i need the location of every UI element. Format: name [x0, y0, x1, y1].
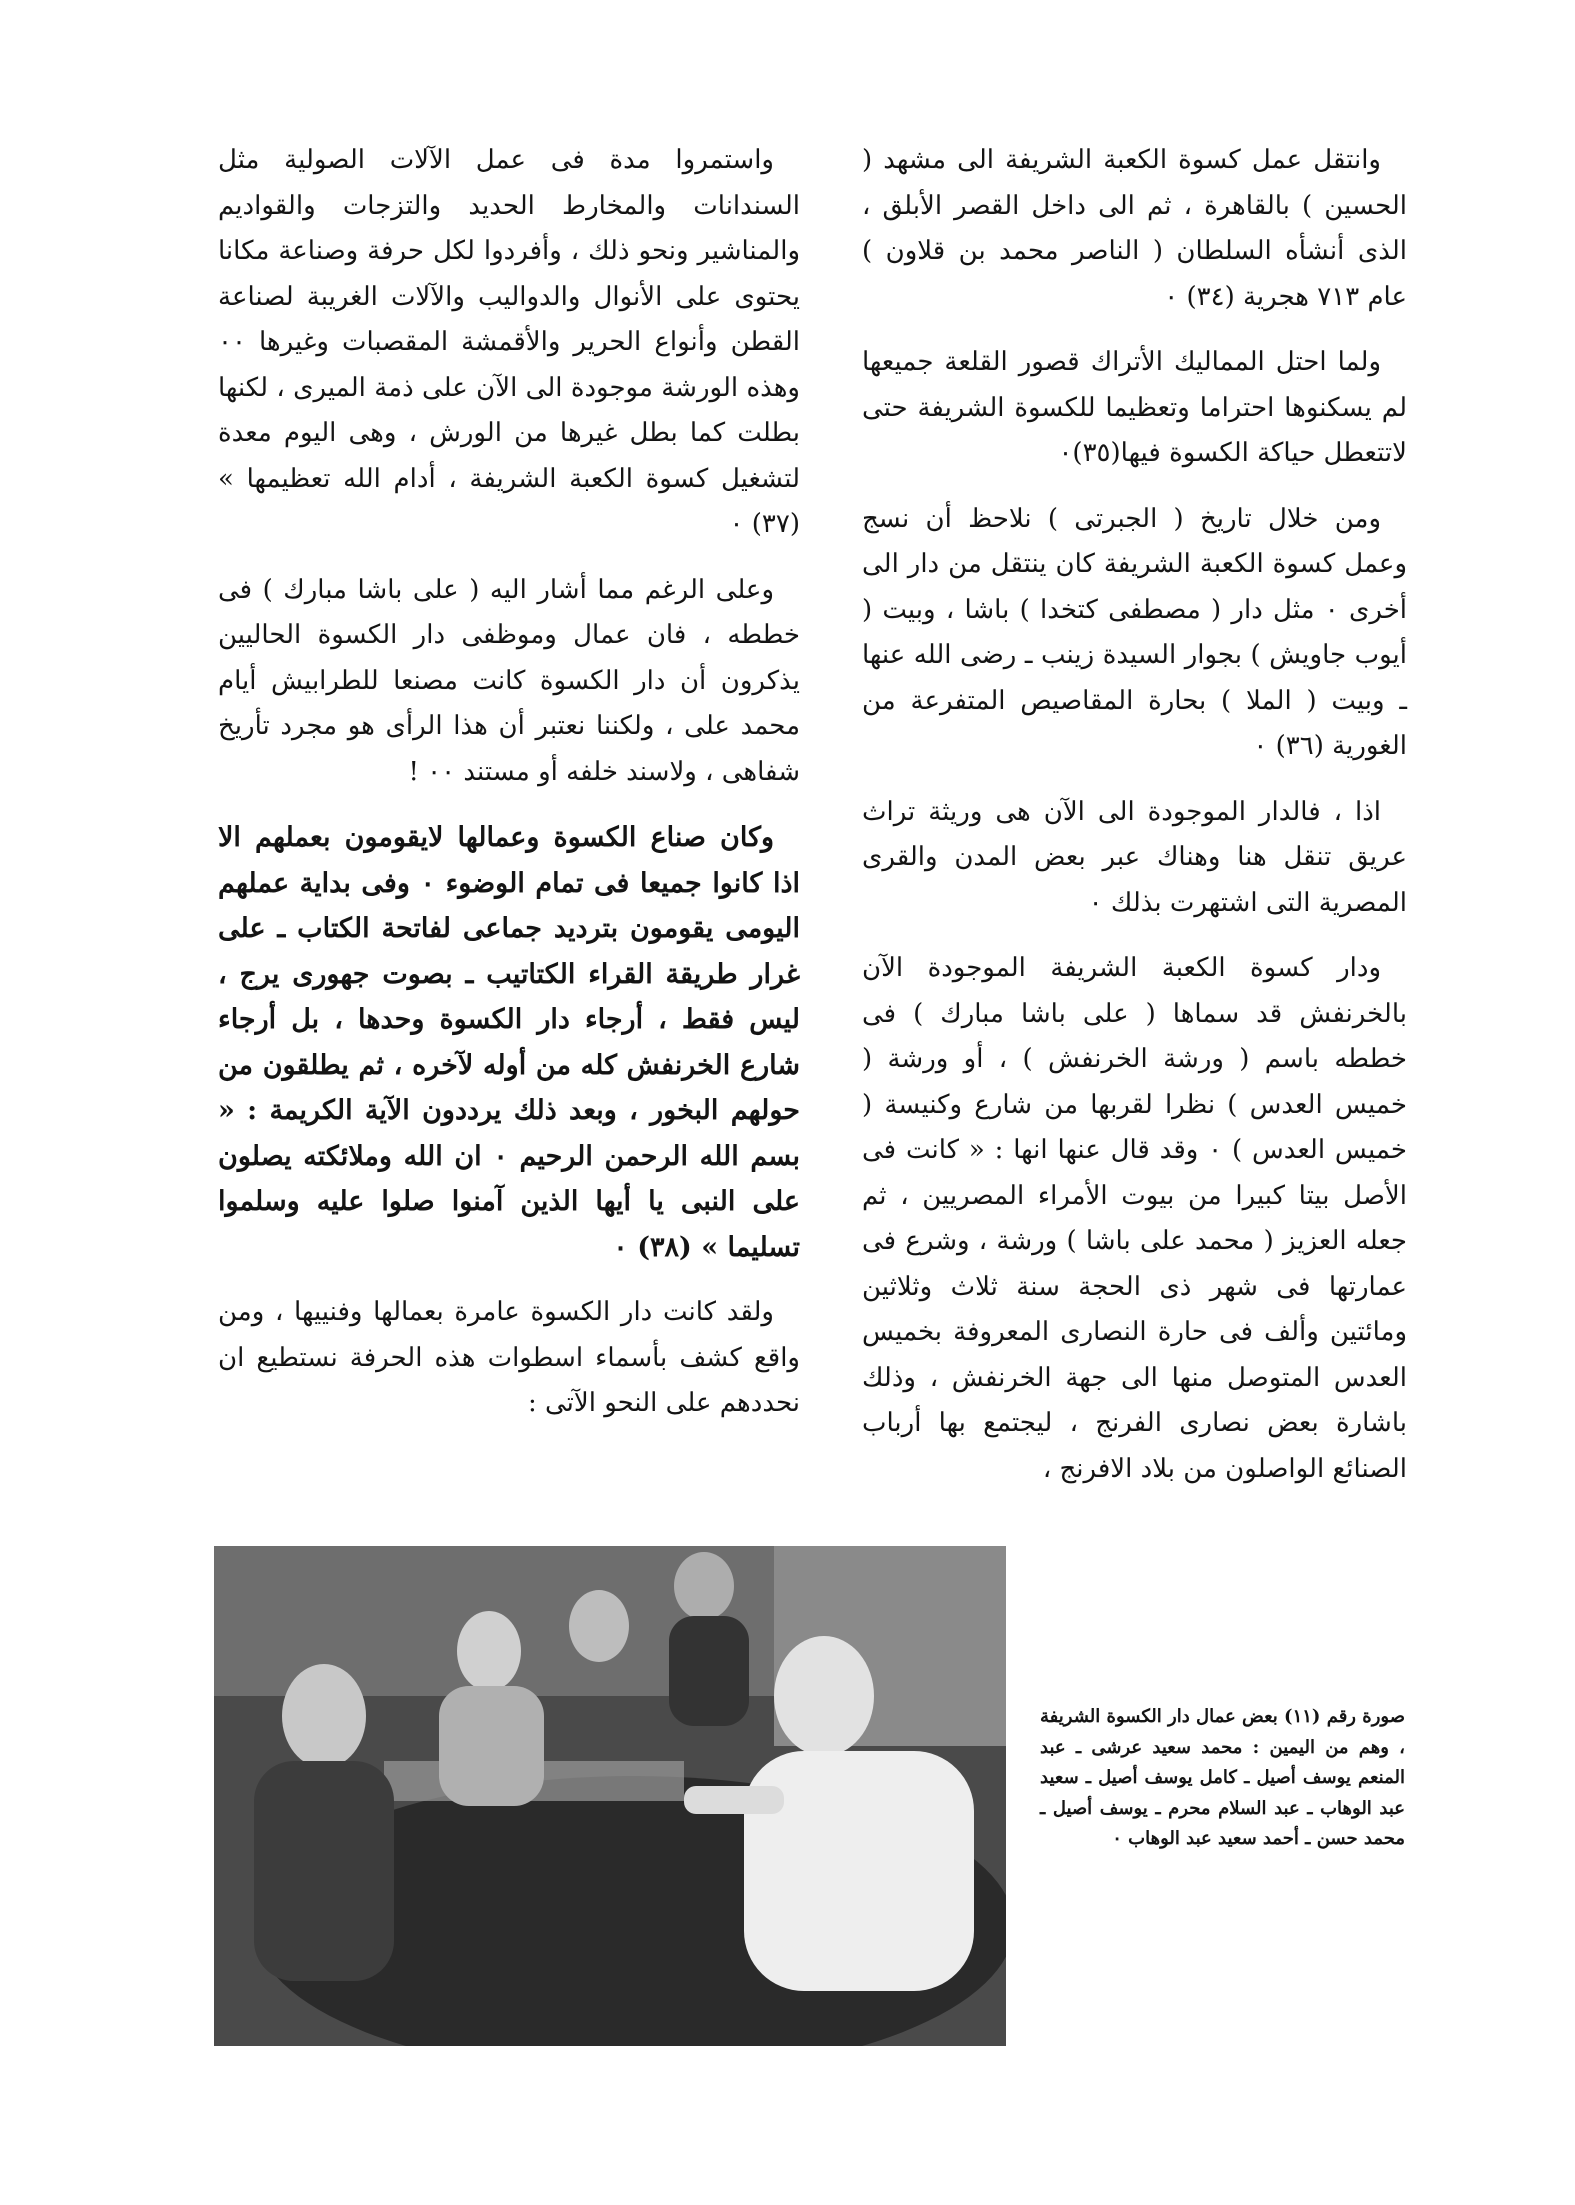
paragraph: ومن خلال تاريخ ( الجبرتى ) نلاحظ أن نسج وعمل كسوة الكعبة الشريفة كان ينتقل من دار الى أخرى ٠ مثل دار ( مصطفى كتخدا ) باشا ، وبيت ( أيوب جاويش ) بجوار السيدة زينب ـ رضى الله عنها ـ وبيت ( الملا ) بحارة المقاصيص المتفرعة من الغورية (٣٦) ٠ [862, 503, 1408, 761]
right-text-column [862, 138, 1407, 1512]
paragraph-bold: وكان صناع الكسوة وعمالها لايقومون بعملهم الا اذا كانوا جميعا فى تمام الوضوء ٠ وفى بداية عملهم اليومى يقومون بترديد جماعى لفاتحة الكتاب ـ على غرار طريقة القراء الكتاتيب ـ بصوت جهورى يرج ، ليس فقط ، أرجاء دار الكسوة وحدها ، بل أرجاء شارع الخرنفش كله من أوله لآخره ، ثم يطلقون من حولهم البخور ، وبعد ذلك يرددون الآية الكريمة : « بسم الله الرحمن الرحيم ٠ ان الله وملائكته يصلون على النبى يا أيها الذين آمنوا صلوا عليه وسلموا تسليما » (٣٨) ٠ [218, 822, 800, 1263]
paragraph: ولقد كانت دار الكسوة عامرة بعمالها وفنييها ، ومن واقع كشف بأسماء اسطوات هذه الحرفة نستطيع ان نحددهم على النحو الآتى : [218, 1297, 800, 1418]
paragraph: وعلى الرغم مما أشار اليه ( على باشا مبارك ) فى خططه ، فان عمال وموظفى دار الكسوة الحاليين يذكرون أن دار الكسوة كانت مصنعا للطرابيش أيام محمد على ، ولكننا نعتبر أن هذا الرأى هو مجرد تأريخ شفاهى ، ولاسند خلفه أو مستند ٠٠ ! [218, 574, 800, 787]
workers-photo-illustration [214, 1546, 1006, 2046]
paragraph: ولما احتل المماليك الأتراك قصور القلعة جميعها لم يسكنوها احتراما وتعظيما للكسوة الشريفة حتى لاتتعطل حياكة الكسوة فيها(٣٥)٠ [862, 347, 1407, 468]
paragraph: ودار كسوة الكعبة الشريفة الموجودة الآن بالخرنفش قد سماها ( على باشا مبارك ) فى خططه باسم ( ورشة الخرنفش ) ، أو ورشة ( خميس العدس ) نظرا لقربها من شارع وكنيسة ( خميس العدس ) ٠ وقد قال عنها انها : « كانت فى الأصل بيتا كبيرا من بيوت الأمراء المصريين ، ثم جعله العزيز ( محمد على باشا ) ورشة ، وشرع فى عمارتها فى شهر ذى الحجة سنة ثلاث وثلاثين ومائتين وألف فى حارة النصارى المعروفة بخميس العدس المتوصل منها الى جهة الخرنفش ، وذلك باشارة بعض نصارى الفرنج ، ليجتمع بها أرباب الصنائع الواصلون من بلاد الافرنج ، [862, 953, 1407, 1484]
paragraph: اذا ، فالدار الموجودة الى الآن هى وريثة تراث عريق تنقل هنا وهناك عبر بعض المدن والقرى المصرية التى اشتهرت بذلك ٠ [862, 796, 1407, 918]
paragraph: واستمروا مدة فى عمل الآلات الصولية مثل السندانات والمخارط الحديد والتزجات والقواديم والمناشير ونحو ذلك ، وأفردوا لكل حرفة وصناعة مكانا يحتوى على الأنوال والدواليب والآلات الغريبة لصناعة القطن وأنواع الحرير والأقمشة المقصبات وغيرها ٠٠ وهذه الورشة موجودة الى الآن على ذمة الميرى ، لكنها بطلت كما بطل غيرها من الورش ، وهى اليوم معدة لتشغيل كسوة الكعبة الشريفة ، أدام الله تعظيمها » (٣٧) ٠ [218, 145, 800, 539]
photo-caption: صورة رقم (١١) بعض عمال دار الكسوة الشريفة ، وهم من اليمين : محمد سعيد عرشى ـ عبد المنعم يوسف أصيل ـ كامل يوسف أصيل ـ سعيد عبد الوهاب ـ عبد السلام محرم ـ يوسف أصيل ـ محمد حسن ـ أحمد سعيد عبد الوهاب ٠ [1040, 1706, 1405, 1849]
paragraph: وانتقل عمل كسوة الكعبة الشريفة الى مشهد ( الحسين ) بالقاهرة ، ثم الى داخل القصر الأبلق ، الذى أنشأه السلطان ( الناصر محمد بن قلاون ) عام ٧١٣ هجرية (٣٤) ٠ [862, 145, 1407, 312]
left-text-column [218, 138, 800, 1447]
workers-photo [214, 1546, 1006, 2046]
